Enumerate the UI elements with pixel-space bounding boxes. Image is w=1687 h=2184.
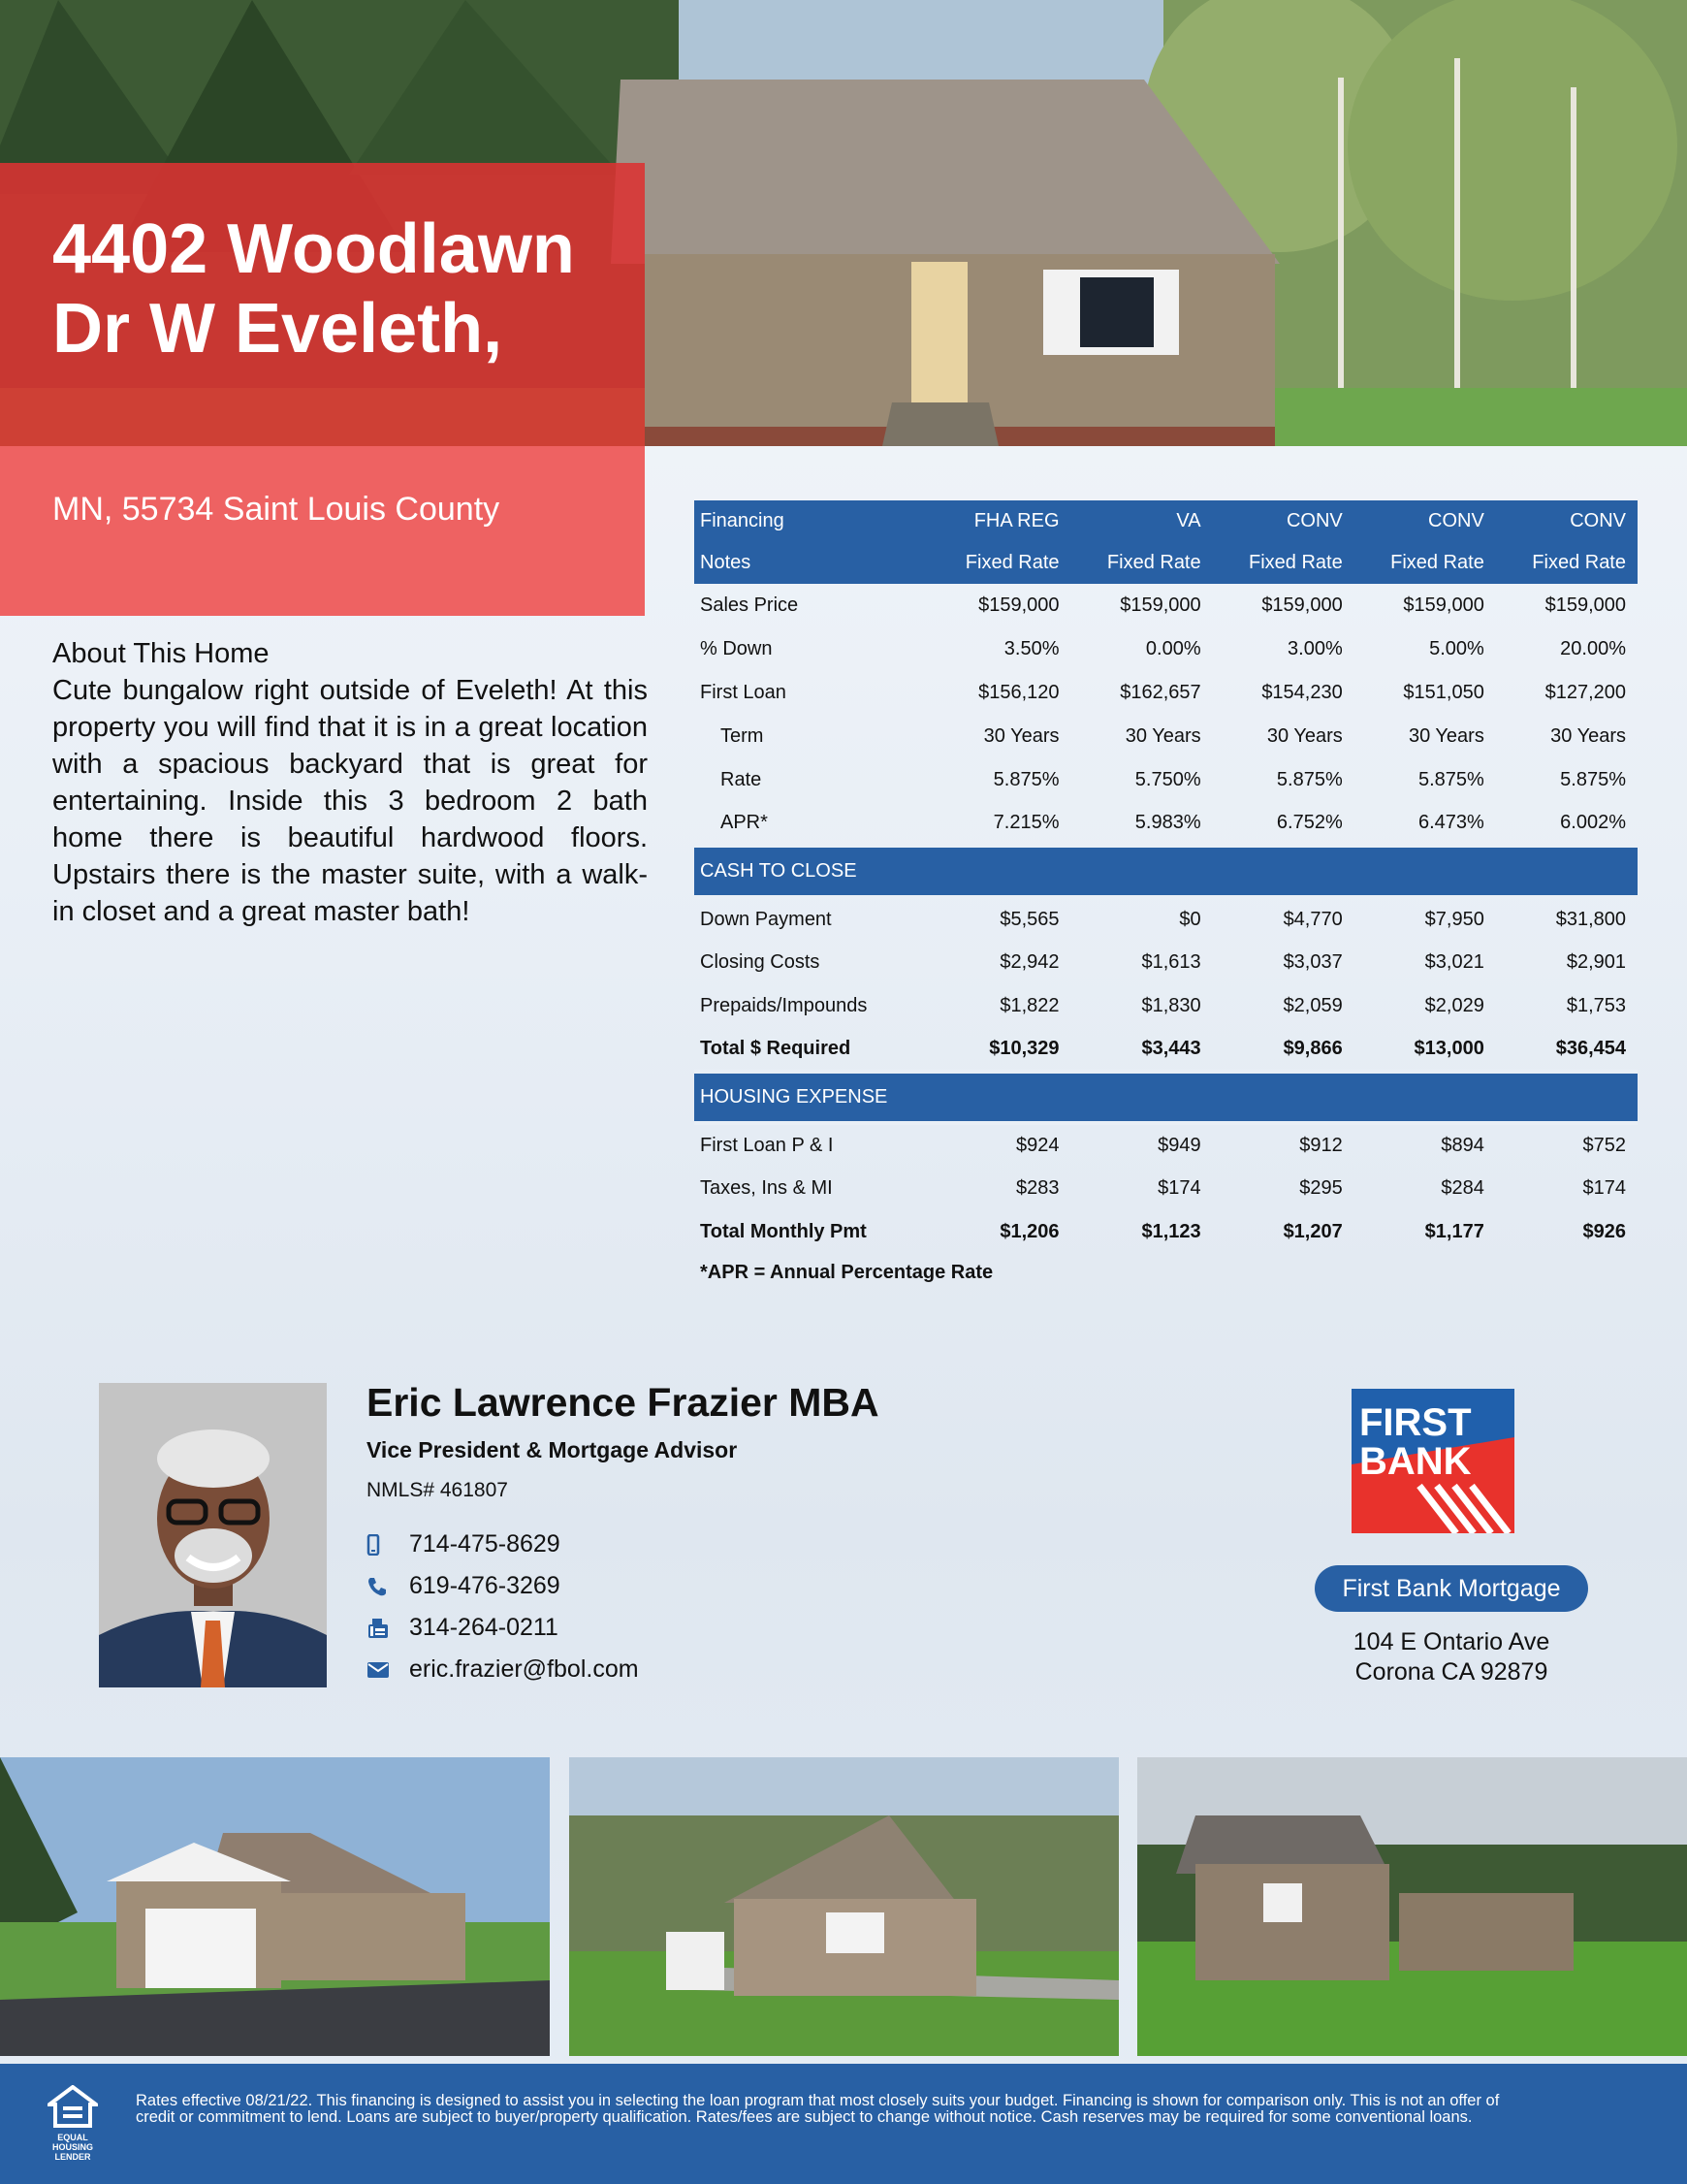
- table-cell: 6.473%: [1418, 812, 1484, 833]
- contact-phone[interactable]: [366, 1565, 1103, 1607]
- table-row: [694, 941, 1638, 984]
- table-cell: $154,230: [1261, 682, 1343, 703]
- row-label: Prepaids/Impounds: [700, 995, 868, 1016]
- table-cell: 30 Years: [1550, 725, 1626, 747]
- table-row: [694, 897, 1638, 941]
- row-label: % Down: [700, 638, 773, 659]
- about-text: Cute bungalow right outside of Eveleth! At this property you will find that it is in a great location with a spacious backyard that is great for entertaining. Inside this 3 bedroom 2 bath home there is beautiful hardwood floors. Upstairs there is the master suite, with a walk-in closet and a great master bath!: [52, 675, 648, 927]
- table-row: [694, 1028, 1638, 1072]
- financing-table: [694, 500, 1638, 1254]
- table-cell: $2,901: [1566, 951, 1626, 973]
- header-cell: Fixed Rate: [1354, 542, 1496, 584]
- table-row: [694, 627, 1638, 671]
- photo-gallery: [0, 1757, 1687, 2056]
- address-line-2: Corona CA 92879: [1354, 1658, 1548, 1686]
- contact-email[interactable]: [366, 1649, 1103, 1690]
- table-cell: $7,950: [1424, 909, 1484, 930]
- table-cell: $752: [1582, 1135, 1626, 1156]
- table-cell: $4,770: [1283, 909, 1343, 930]
- table-cell: $159,000: [1120, 594, 1201, 616]
- contact-phone-value: 619-476-3269: [409, 1572, 560, 1599]
- header-label: Notes: [694, 542, 929, 584]
- table-cell: $13,000: [1414, 1038, 1484, 1059]
- footer-disclaimer: Rates effective 08/21/22. This financing is designed to assist you in selecting the loan program that most closely suits your budget. Financing is shown for comparison only. This is not an offer of credit or commitment to lend. Loans are subject to buyer/property qualification. Rates/fees are subject to change without notice. Cash reserves may be required for some conventional loans.: [136, 2092, 1500, 2126]
- contact-fax[interactable]: [366, 1607, 1103, 1649]
- row-label: Total Monthly Pmt: [700, 1221, 867, 1242]
- house-photo-front: [569, 1757, 1119, 2056]
- house-photo-back: [1137, 1757, 1687, 2056]
- table-cell: $9,866: [1283, 1038, 1343, 1059]
- about-section: [52, 635, 648, 930]
- email-icon: [366, 1661, 409, 1679]
- housing-expense-section: [694, 1072, 1638, 1123]
- table-cell: $1,177: [1424, 1221, 1484, 1242]
- row-label: First Loan: [700, 682, 786, 703]
- table-cell: $159,000: [1544, 594, 1626, 616]
- about-heading: About This Home: [52, 638, 270, 669]
- table-row: [694, 758, 1638, 802]
- table-cell: $284: [1441, 1177, 1484, 1199]
- house-icon: [48, 2085, 98, 2128]
- table-cell: 3.00%: [1288, 638, 1343, 659]
- row-label: Sales Price: [700, 594, 799, 616]
- table-cell: $3,037: [1283, 951, 1343, 973]
- table-cell: 6.002%: [1560, 812, 1626, 833]
- table-cell: 5.875%: [1418, 769, 1484, 790]
- table-cell: 30 Years: [1408, 725, 1484, 747]
- table-cell: $1,822: [1000, 995, 1060, 1016]
- table-cell: 5.00%: [1429, 638, 1484, 659]
- table-cell: $1,753: [1566, 995, 1626, 1016]
- fax-icon: [366, 1617, 409, 1640]
- house-photo-garage: [0, 1757, 550, 2056]
- table-cell: $926: [1582, 1221, 1626, 1242]
- header-cell: Fixed Rate: [1213, 542, 1354, 584]
- header-cell: CONV: [1354, 500, 1496, 542]
- table-cell: $0: [1179, 909, 1201, 930]
- table-cell: 6.752%: [1276, 812, 1343, 833]
- header-cell: Fixed Rate: [1496, 542, 1638, 584]
- table-cell: 30 Years: [1266, 725, 1343, 747]
- contact-mobile[interactable]: [366, 1524, 1103, 1565]
- table-cell: 5.875%: [1276, 769, 1343, 790]
- row-label: Rate: [720, 769, 762, 790]
- contact-mobile-value: 714-475-8629: [409, 1530, 560, 1558]
- header-cell: CONV: [1496, 500, 1638, 542]
- table-cell: $5,565: [1000, 909, 1060, 930]
- row-label: First Loan P & I: [700, 1135, 834, 1156]
- agent-info: [366, 1375, 1103, 1690]
- table-cell: $912: [1299, 1135, 1343, 1156]
- table-cell: $159,000: [1403, 594, 1484, 616]
- subtitle-banner: [0, 446, 645, 616]
- row-label: Closing Costs: [700, 951, 820, 973]
- agent-role: Vice President & Mortgage Advisor: [366, 1437, 738, 1462]
- table-row: [694, 1210, 1638, 1254]
- agent-name: Eric Lawrence Frazier MBA: [366, 1380, 879, 1425]
- cash-to-close-section-label: CASH TO CLOSE: [694, 846, 1638, 897]
- row-label: Down Payment: [700, 909, 832, 930]
- contact-list: [366, 1524, 1103, 1690]
- company-name-button[interactable]: First Bank Mortgage: [1315, 1565, 1588, 1612]
- financing-table-section: [694, 500, 1638, 1284]
- header-cell: Fixed Rate: [1071, 542, 1213, 584]
- address-line-1: 104 E Ontario Ave: [1353, 1628, 1550, 1655]
- ehl-label: EQUAL HOUSING LENDER: [51, 2133, 93, 2162]
- table-cell: 0.00%: [1145, 638, 1201, 659]
- agent-nmls: NMLS# 461807: [366, 1479, 508, 1501]
- header-cell: FHA REG: [929, 500, 1070, 542]
- footer: [0, 2064, 1687, 2184]
- table-cell: $31,800: [1555, 909, 1626, 930]
- table-header-row: [694, 542, 1638, 584]
- table-cell: $1,613: [1141, 951, 1201, 973]
- title-banner: [0, 163, 645, 446]
- row-label: Total $ Required: [700, 1038, 851, 1059]
- apr-note: *APR = Annual Percentage Rate: [700, 1262, 994, 1283]
- table-cell: $10,329: [989, 1038, 1060, 1059]
- table-header-row: [694, 500, 1638, 542]
- table-cell: $3,021: [1424, 951, 1484, 973]
- logo-text-bank: BANK: [1359, 1440, 1472, 1483]
- table-cell: $174: [1158, 1177, 1201, 1199]
- contact-email-value: eric.frazier@fbol.com: [409, 1655, 639, 1683]
- table-cell: $3,443: [1141, 1038, 1201, 1059]
- header-cell: VA: [1071, 500, 1213, 542]
- property-location: MN, 55734 Saint Louis County: [52, 491, 500, 528]
- header-cell: CONV: [1213, 500, 1354, 542]
- table-cell: $924: [1016, 1135, 1060, 1156]
- table-cell: $127,200: [1544, 682, 1626, 703]
- table-row: [694, 671, 1638, 715]
- table-cell: $1,206: [1000, 1221, 1060, 1242]
- header-label: Financing: [694, 500, 929, 542]
- table-cell: $2,942: [1000, 951, 1060, 973]
- table-row: [694, 1123, 1638, 1167]
- equal-housing-lender-logo: [39, 2085, 107, 2162]
- table-cell: 5.875%: [1560, 769, 1626, 790]
- cash-to-close-section: [694, 846, 1638, 897]
- table-cell: 30 Years: [983, 725, 1060, 747]
- table-cell: $174: [1582, 1177, 1626, 1199]
- table-cell: $159,000: [978, 594, 1060, 616]
- table-cell: $2,029: [1424, 995, 1484, 1016]
- table-cell: $283: [1016, 1177, 1060, 1199]
- table-cell: 30 Years: [1125, 725, 1201, 747]
- table-cell: $295: [1299, 1177, 1343, 1199]
- company-address: [1299, 1627, 1604, 1687]
- table-cell: $1,123: [1141, 1221, 1201, 1242]
- table-cell: 5.750%: [1134, 769, 1201, 790]
- table-row: [694, 584, 1638, 627]
- row-label: Term: [720, 725, 764, 747]
- table-cell: 5.875%: [993, 769, 1060, 790]
- table-row: [694, 984, 1638, 1028]
- table-cell: $159,000: [1261, 594, 1343, 616]
- table-cell: 3.50%: [1003, 638, 1060, 659]
- contact-fax-value: 314-264-0211: [409, 1614, 558, 1641]
- first-bank-logo: [1352, 1389, 1514, 1533]
- table-cell: $1,207: [1283, 1221, 1343, 1242]
- table-row: [694, 802, 1638, 846]
- table-row: [694, 715, 1638, 758]
- table-row: [694, 1167, 1638, 1210]
- header-cell: Fixed Rate: [929, 542, 1070, 584]
- table-cell: 7.215%: [993, 812, 1060, 833]
- table-cell: 20.00%: [1560, 638, 1626, 659]
- housing-expense-section-label: HOUSING EXPENSE: [694, 1072, 1638, 1123]
- logo-text-first: FIRST: [1359, 1401, 1472, 1444]
- table-cell: $1,830: [1141, 995, 1201, 1016]
- property-address-title: 4402 Woodlawn Dr W Eveleth,: [52, 210, 575, 368]
- table-cell: 5.983%: [1134, 812, 1201, 833]
- row-label: APR*: [720, 812, 768, 833]
- table-cell: $156,120: [978, 682, 1060, 703]
- table-cell: $162,657: [1120, 682, 1201, 703]
- phone-icon: [366, 1576, 409, 1597]
- table-cell: $894: [1441, 1135, 1484, 1156]
- table-cell: $36,454: [1555, 1038, 1626, 1059]
- table-cell: $2,059: [1283, 995, 1343, 1016]
- table-cell: $949: [1158, 1135, 1201, 1156]
- row-label: Taxes, Ins & MI: [700, 1177, 833, 1199]
- mobile-icon: [366, 1534, 409, 1556]
- agent-photo: [99, 1383, 327, 1687]
- table-cell: $151,050: [1403, 682, 1484, 703]
